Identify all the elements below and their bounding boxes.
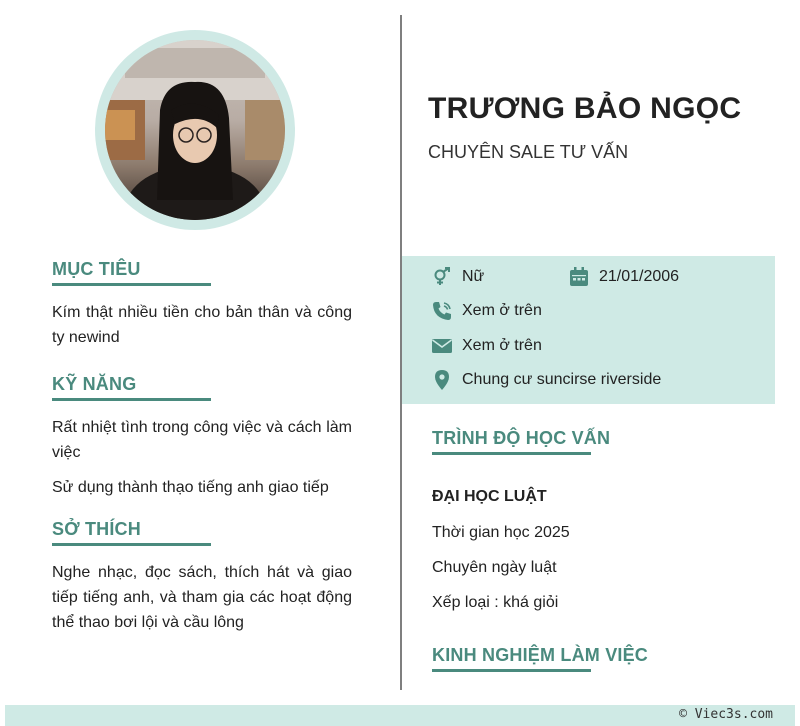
- email-value: Xem ở trên: [462, 337, 542, 354]
- skill-item: Sử dụng thành thạo tiếng anh giao tiếp: [52, 479, 329, 496]
- education-line: Xếp loại : khá giỏi: [432, 594, 559, 611]
- experience-underline: [432, 669, 591, 672]
- address-value: Chung cư suncirse riverside: [462, 371, 662, 388]
- contact-address: [432, 370, 661, 390]
- education-title: TRÌNH ĐỘ HỌC VẤN: [432, 428, 611, 448]
- school-name: ĐẠI HỌC LUẬT: [432, 488, 547, 505]
- contact-email: [432, 336, 542, 356]
- birthday-value: 21/01/2006: [599, 268, 680, 285]
- mail-icon: [432, 336, 452, 356]
- hobbies-title: SỞ THÍCH: [52, 519, 141, 539]
- avatar: [105, 40, 285, 220]
- calendar-icon: [569, 267, 589, 287]
- education-line: Thời gian học 2025: [432, 524, 570, 541]
- phone-icon: [432, 301, 452, 321]
- footer-credit: © Viec3s.com: [679, 707, 773, 722]
- hobbies-underline: [52, 543, 211, 546]
- contact-birthday: [569, 267, 679, 287]
- education-underline: [432, 452, 591, 455]
- hobbies-text: Nghe nhạc, đọc sách, thích hát và giao tiếp tiếng anh, và tham gia các hoạt động thể thao bơi lội và cầu lông: [52, 564, 352, 631]
- experience-title: KINH NGHIỆM LÀM VIỆC: [432, 645, 649, 665]
- gender-icon: [432, 267, 452, 287]
- skills-title: KỸ NĂNG: [52, 374, 137, 394]
- objective-title: MỤC TIÊU: [52, 259, 141, 279]
- footer-bar: [5, 705, 795, 726]
- gender-value: Nữ: [462, 268, 485, 285]
- map-pin-icon: [432, 370, 452, 390]
- objective-underline: [52, 283, 211, 286]
- candidate-role: CHUYÊN SALE TƯ VẤN: [428, 142, 629, 162]
- skills-underline: [52, 398, 211, 401]
- objective-text: Kím thật nhiều tiền cho bản thân và công ty newind: [52, 304, 352, 346]
- education-line: Chuyên ngày luật: [432, 559, 557, 576]
- avatar-ring: [95, 30, 295, 230]
- contact-gender: [432, 267, 484, 287]
- skill-item: Rất nhiệt tình trong công việc và cách làm việc: [52, 419, 352, 461]
- contact-phone: [432, 301, 542, 321]
- candidate-name: TRƯƠNG BẢO NGỌC: [428, 92, 742, 125]
- phone-value: Xem ở trên: [462, 302, 542, 319]
